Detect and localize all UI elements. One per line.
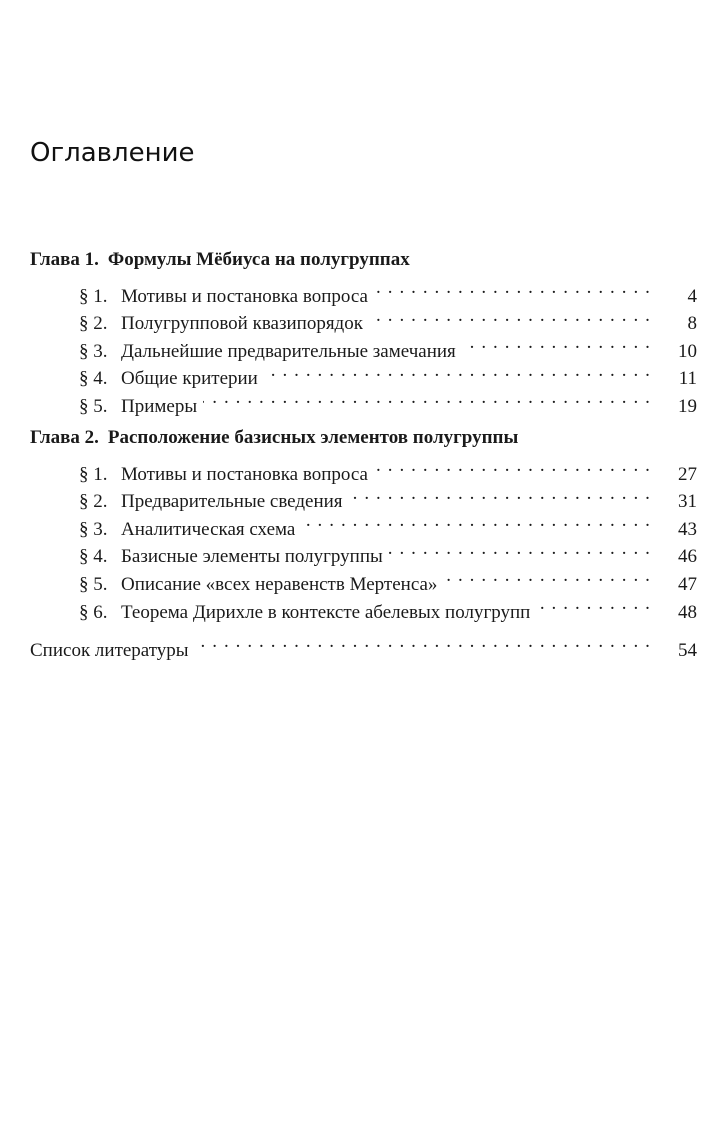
- toc-entry[interactable]: [30, 507, 697, 540]
- section-title: Аналитическая схема: [121, 518, 296, 540]
- section-number: § 5.: [79, 395, 108, 417]
- bibliography: [30, 628, 697, 661]
- section-title: Базисные элементы полугруппы: [121, 546, 383, 568]
- chapter-title[interactable]: [30, 424, 697, 452]
- dot-leader: [195, 628, 651, 656]
- toc-entry[interactable]: [30, 329, 697, 362]
- toc-entry[interactable]: [30, 562, 697, 595]
- chapter-1: [30, 246, 697, 417]
- page-number: 46: [678, 546, 697, 568]
- toc-heading: Оглавление: [30, 138, 195, 168]
- page-number: 47: [678, 573, 697, 595]
- toc-entry[interactable]: [30, 535, 697, 568]
- section-number: § 6.: [79, 601, 108, 623]
- section-number: § 2.: [79, 313, 108, 335]
- section-number: § 3.: [79, 518, 108, 540]
- section-title: Дальнейшие предварительные замечания: [121, 340, 456, 362]
- page-number: 31: [678, 491, 697, 513]
- page-number: 19: [678, 395, 697, 417]
- section-number: § 5.: [79, 573, 108, 595]
- page-number: 4: [687, 285, 697, 307]
- dot-leader: [462, 329, 651, 357]
- toc-entry[interactable]: [30, 384, 697, 417]
- page-number: 27: [678, 463, 697, 485]
- chapter-title[interactable]: [30, 246, 697, 274]
- section-title: Предварительные сведения: [121, 491, 343, 513]
- dot-leader: [374, 274, 651, 302]
- bibliography-title: Список литературы: [30, 639, 189, 661]
- toc-entry-bibliography[interactable]: [30, 628, 697, 661]
- section-title: Описание «всех неравенств Мертенса»: [121, 573, 438, 595]
- section-list: [30, 452, 697, 623]
- page-number: 11: [678, 368, 697, 390]
- section-list: [30, 274, 697, 417]
- dot-leader: [264, 357, 651, 385]
- dot-leader: [301, 507, 651, 535]
- page-number: 43: [678, 518, 697, 540]
- toc-entry[interactable]: [30, 590, 697, 623]
- dot-leader: [369, 302, 651, 330]
- section-number: § 1.: [79, 285, 108, 307]
- toc-entry[interactable]: [30, 480, 697, 513]
- dot-leader: [203, 384, 651, 412]
- section-title: Мотивы и постановка вопроса: [121, 285, 368, 307]
- dot-leader: [443, 562, 651, 590]
- page-number: 10: [678, 340, 697, 362]
- section-number: § 3.: [79, 340, 108, 362]
- section-number: § 4.: [79, 546, 108, 568]
- section-title: Полугрупповой квазипорядок: [121, 313, 363, 335]
- section-title: Теорема Дирихле в контексте абелевых полугрупп: [121, 601, 531, 623]
- chapter-title-text: Расположение базисных элементов полугруппы: [107, 427, 519, 448]
- section-number: § 2.: [79, 491, 108, 513]
- toc-entry[interactable]: [30, 274, 697, 307]
- section-number: § 4.: [79, 368, 108, 390]
- section-number: § 1.: [79, 463, 108, 485]
- page-number: 48: [678, 601, 697, 623]
- chapter-title-text: Формулы Мёбиуса на полугруппах: [107, 249, 410, 270]
- section-title: Общие критерии: [121, 368, 258, 390]
- section-title: Примеры: [121, 395, 198, 417]
- dot-leader: [536, 590, 651, 618]
- dot-leader: [389, 535, 651, 563]
- toc-entry[interactable]: [30, 357, 697, 390]
- dot-leader: [349, 480, 651, 508]
- page-number: 8: [687, 313, 697, 335]
- page-number: 54: [678, 639, 697, 661]
- chapter-2: [30, 424, 697, 623]
- chapter-number: Глава 2.: [30, 427, 99, 448]
- toc-entry[interactable]: [30, 302, 697, 335]
- dot-leader: [374, 452, 651, 480]
- chapter-number: Глава 1.: [30, 249, 99, 270]
- section-title: Мотивы и постановка вопроса: [121, 463, 368, 485]
- toc-entry[interactable]: [30, 452, 697, 485]
